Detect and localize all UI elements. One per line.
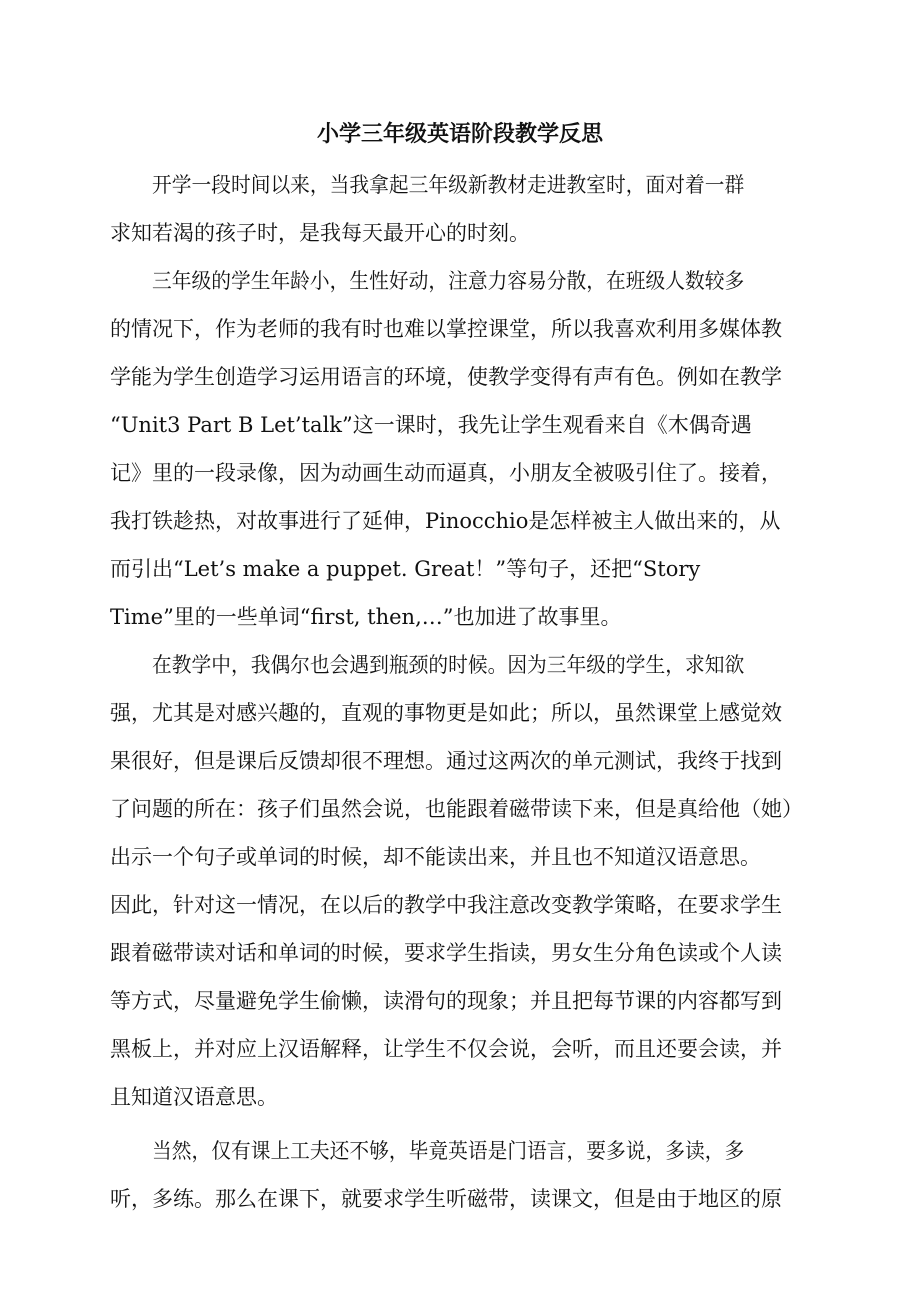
paragraph-line: 等方式，尽量避免学生偷懒，读滑句的现象；并且把每节课的内容都写到 bbox=[110, 989, 782, 1013]
document-title: 小学三年级英语阶段教学反思 bbox=[316, 122, 603, 147]
paragraph-line: 强，尤其是对感兴趣的，直观的事物更是如此；所以，虽然课堂上感觉效 bbox=[110, 701, 782, 725]
paragraph-line: 因此，针对这一情况，在以后的教学中我注意改变教学策略，在要求学生 bbox=[110, 893, 782, 917]
paragraph-line: 果很好，但是课后反馈却很不理想。通过这两次的单元测试，我终于找到 bbox=[110, 749, 782, 773]
paragraph-line: “Unit3 Part B Let’talk”这一课时，我先让学生观看来自《木偶奇遇 bbox=[110, 413, 752, 437]
paragraph-line: 学能为学生创造学习运用语言的环境，使教学变得有声有色。例如在教学 bbox=[110, 365, 782, 389]
paragraph-line: 记》里的一段录像，因为动画生动而逼真，小朋友全被吸引住了。接着， bbox=[110, 461, 782, 485]
paragraph-line: 跟着磁带读对话和单词的时候，要求学生指读，男女生分角色读或个人读 bbox=[110, 941, 782, 965]
paragraph-line: 当然，仅有课上工夫还不够，毕竟英语是门语言，要多说，多读，多 bbox=[152, 1139, 745, 1163]
paragraph-line: 且知道汉语意思。 bbox=[110, 1085, 278, 1109]
paragraph-line: 听，多练。那么在课下，就要求学生听磁带，读课文，但是由于地区的原 bbox=[110, 1187, 782, 1211]
paragraph-line: 了问题的所在：孩子们虽然会说，也能跟着磁带读下来，但是真给他（她） bbox=[110, 797, 803, 821]
paragraph-line: 黑板上，并对应上汉语解释，让学生不仅会说，会听，而且还要会读，并 bbox=[110, 1037, 782, 1061]
paragraph-line: 在教学中，我偶尔也会遇到瓶颈的时候。因为三年级的学生，求知欲 bbox=[152, 653, 745, 677]
paragraph-line: 出示一个句子或单词的时候，却不能读出来，并且也不知道汉语意思。 bbox=[110, 845, 761, 869]
paragraph-line: Time”里的一些单词“first, then,…”也加进了故事里。 bbox=[110, 605, 622, 629]
paragraph-line: 而引出“Let’s make a puppet. Great！”等句子，还把“Story bbox=[110, 557, 701, 581]
paragraph-line: 的情况下，作为老师的我有时也难以掌控课堂，所以我喜欢利用多媒体教 bbox=[110, 317, 782, 341]
paragraph-line: 我打铁趁热，对故事进行了延伸，Pinocchio是怎样被主人做出来的，从 bbox=[110, 509, 781, 533]
paragraph-line: 三年级的学生年龄小，生性好动，注意力容易分散，在班级人数较多 bbox=[152, 269, 745, 293]
paragraph-line: 求知若渴的孩子时，是我每天最开心的时刻。 bbox=[110, 221, 530, 245]
paragraph-line: 开学一段时间以来，当我拿起三年级新教材走进教室时，面对着一群 bbox=[152, 173, 745, 197]
